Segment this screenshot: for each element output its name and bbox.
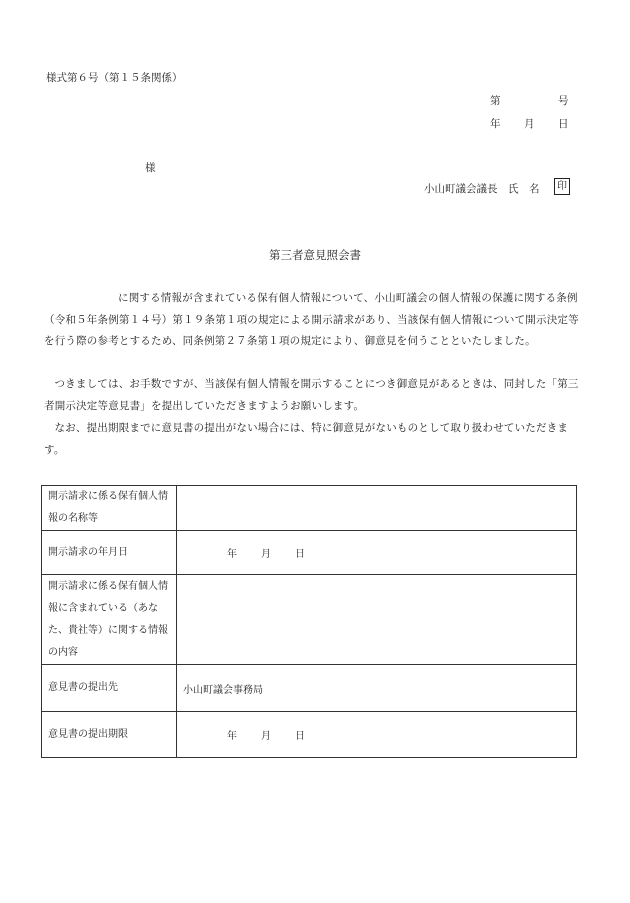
doc-number-prefix: 第 <box>490 95 501 107</box>
document-title: 第三者意見照会書 <box>269 248 361 262</box>
request-date-year: 年 <box>227 549 237 560</box>
deadline-month: 月 <box>261 731 271 742</box>
body-paragraph-2: つきましては、お手数ですが、当該保有個人情報を開示することにつき御意見があるときは、同封した「第三者開示決定等意見書」を提出していただきますようお願いします。 <box>44 378 579 412</box>
table-value-info-name <box>177 486 577 531</box>
addressee: 様 <box>145 162 156 174</box>
table-row <box>42 531 577 575</box>
issue-date-year: 年 <box>490 118 501 130</box>
table-row <box>42 712 577 758</box>
sender-name: 小山町議会議長 氏 名 <box>424 183 540 195</box>
issue-date-day: 日 <box>558 118 569 130</box>
table-row <box>42 665 577 712</box>
table-value-request-date <box>177 531 577 575</box>
deadline-day: 日 <box>295 731 305 742</box>
table-label-request-date: 開示請求の年月日 <box>42 531 177 575</box>
table-value-deadline <box>177 712 577 758</box>
request-date-day: 日 <box>295 549 305 560</box>
form-number: 様式第６号（第１５条関係） <box>46 72 183 84</box>
info-table <box>41 485 577 758</box>
table-label-submit-to: 意見書の提出先 <box>42 665 177 712</box>
seal-box: 印 <box>554 178 570 195</box>
deadline-year: 年 <box>227 731 237 742</box>
table-label-info-name: 開示請求に係る保有個人情報の名称等 <box>42 486 177 531</box>
body-paragraph-1: に関する情報が含まれている保有個人情報について、小山町議会の個人情報の保護に関する条例（令和５年条例第１４号）第１９条第１項の規定による開示請求があり、当該保有個人情報について開示決定等を行う際の参考とするため、同条例第２７条第１項の規定により、御意見を伺うことといたしました。 <box>44 292 579 347</box>
table-row <box>42 486 577 531</box>
issue-date-month: 月 <box>524 118 535 130</box>
table-value-submit-to: 小山町議会事務局 <box>177 665 577 712</box>
table-value-info-content <box>177 575 577 665</box>
table-label-deadline: 意見書の提出期限 <box>42 712 177 758</box>
request-date-month: 月 <box>261 549 271 560</box>
table-label-info-content: 開示請求に係る保有個人情報に含まれている（あなた、貴社等）に関する情報の内容 <box>42 575 177 665</box>
table-row <box>42 575 577 665</box>
body-paragraph-3: なお、提出期限までに意見書の提出がない場合には、特に御意見がないものとして取り扱わせていただきます。 <box>44 422 569 456</box>
doc-number-suffix: 号 <box>558 95 569 107</box>
